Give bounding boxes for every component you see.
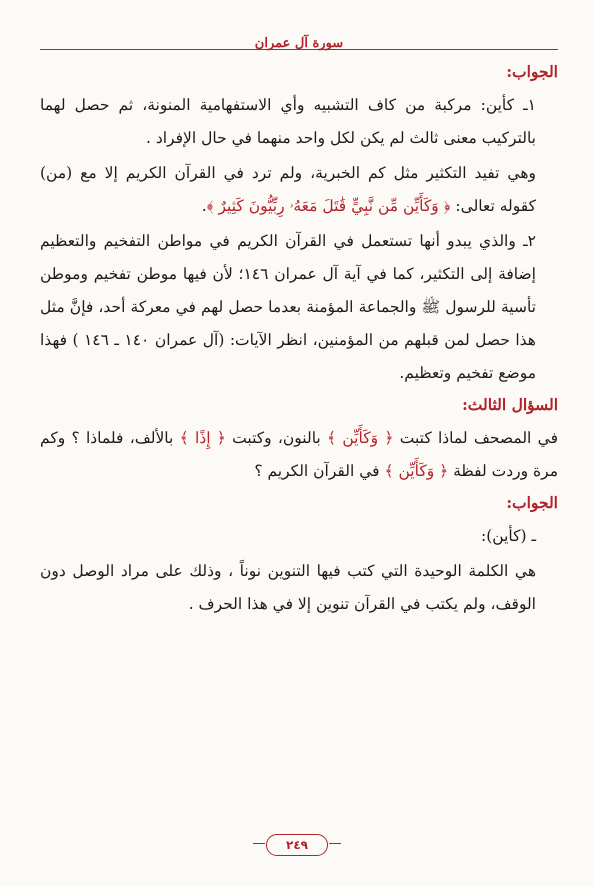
header-rule <box>40 49 558 50</box>
question-part-c: بالألف، فلماذا ؟ وكم مرة وردت لفظة <box>40 429 558 480</box>
answer-heading-2: الجواب: <box>506 493 558 512</box>
answer-heading: الجواب: <box>506 62 558 81</box>
paragraph-2-text: وهي تفيد التكثير مثل كم الخبرية، ولم ترد في القرآن الكريم إلا مع (من) كقوله تعالى: <box>40 164 536 215</box>
question-part-a: في المصحف لماذا كتبت <box>393 429 558 447</box>
quran-word-idhan: ﴿ إِذًا ﴾ <box>179 429 226 447</box>
question-heading: السؤال الثالث: <box>462 395 558 414</box>
page-number: ٢٤٩ <box>266 834 328 856</box>
question-part-b: بالنون، وكتبت <box>225 429 328 447</box>
paragraph-2 <box>40 157 558 223</box>
quran-word-kaayyin: ﴿ وَكَأَيِّن ﴾ <box>327 429 394 447</box>
paragraph-3: ٢ـ والذي يبدو أنها تستعمل في القرآن الكريم في مواطن التفخيم والتعظيم إضافة إلى التكثير، كما في آية آل عمران ١٤٦؛ لأن فيها موطن تفخيم وموطن تأسية للرسول ﷺ والجماعة المؤمنة بعدما حصل لهم في معركة أحد، فإنَّ مثل هذا حصل لمن قبلهم من المؤمنين، انظر الآيات: (آل عمران ١٤٠ ـ ١٤٦ ) فهذا موضع تفخيم وتعظيم. <box>40 232 536 382</box>
paragraph-5: هي الكلمة الوحيدة التي كتب فيها التنوين نوناً ، وذلك على مراد الوصل دون الوقف، ولم يكتب في القرآن تنوين إلا في هذا الحرف . <box>40 562 536 613</box>
surah-title: سورة آل عمران <box>254 36 344 51</box>
paragraph-1: ١ـ كأين: مركبة من كاف التشبيه وأي الاستفهامية المنونة، ثم حصل لهما بالتركيب معنى ثالث لم يكن لكل واحد منهما في حال الإفراد . <box>40 96 536 147</box>
quran-verse: ﴿ وَكَأَيِّن مِّن نَّبِيٍّ قَٰتَلَ مَعَهُۥ رِبِّيُّونَ كَثِيرٌ ﴾ <box>206 197 451 215</box>
paragraph-4: ـ (كأين): <box>481 527 536 545</box>
paragraph-2-end: . <box>201 197 207 215</box>
running-header <box>40 30 558 52</box>
page-body <box>40 57 558 817</box>
page-footer <box>0 828 594 864</box>
quran-word-kaayyin-2: ﴿ وَكَأَيِّن ﴾ <box>384 462 449 480</box>
question-text <box>40 422 558 488</box>
question-part-d: في القرآن الكريم ؟ <box>254 462 385 480</box>
